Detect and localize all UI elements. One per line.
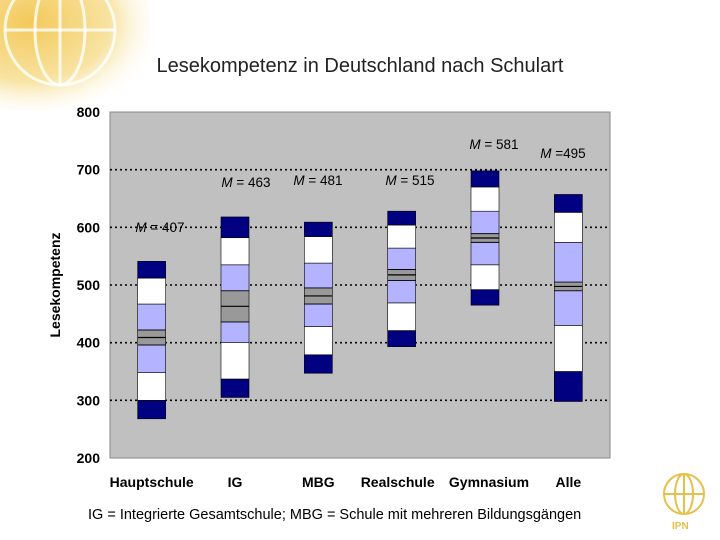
band-realschule [388, 211, 416, 347]
ci-p75-segment [304, 263, 332, 288]
p75-p90-segment [304, 237, 332, 264]
p5-p10-segment [221, 379, 249, 397]
x-tick-label-gymnasium: Gymnasium [448, 474, 530, 490]
p90-p95-segment [221, 217, 249, 238]
p10-p25-segment [304, 327, 332, 355]
y-axis-ticks [77, 104, 101, 466]
mean-label-realschule: M = 515 [385, 173, 435, 188]
p75-p90-segment [471, 187, 499, 211]
p90-p95-segment [138, 261, 166, 278]
p5-p10-segment [388, 331, 416, 347]
mean-label-gymnasium: M = 581 [469, 137, 519, 152]
p90-p95-segment [554, 194, 582, 212]
y-tick-label-700: 700 [76, 161, 100, 178]
p5-p10-segment [471, 290, 499, 306]
mean-label-mbg: M = 481 [293, 173, 343, 188]
p25-ci-segment [221, 322, 249, 343]
p75-p90-segment [554, 212, 582, 242]
p5-p10-segment [554, 372, 582, 402]
mean-label-ig: M = 463 [221, 175, 271, 190]
band-gymnasium [471, 171, 499, 305]
p10-p25-segment [221, 343, 249, 379]
p75-p90-segment [388, 225, 416, 248]
y-tick-label-300: 300 [76, 392, 100, 409]
p25-ci-segment [304, 304, 332, 326]
x-tick-label-hauptschule: Hauptschule [109, 474, 194, 490]
p90-p95-segment [471, 171, 499, 187]
p75-p90-segment [138, 278, 166, 304]
y-tick-label-500: 500 [76, 277, 100, 293]
p10-p25-segment [138, 373, 166, 401]
band-alle [554, 194, 582, 401]
p10-p25-segment [471, 265, 499, 290]
p5-p10-segment [304, 355, 332, 373]
footnote: IG = Integrierte Gesamtschule; MBG = Schule mit mehreren Bildungsgängen [88, 507, 582, 523]
ci-p75-segment [221, 265, 249, 291]
mean-label-alle: M =495 [540, 146, 586, 161]
ipn-logo-text: IPN [672, 521, 689, 532]
p25-ci-segment [554, 291, 582, 326]
p10-p25-segment [388, 303, 416, 331]
band-mbg [304, 222, 332, 373]
ci-p75-segment [388, 248, 416, 269]
mean-label-hauptschule: M = 407 [135, 220, 185, 235]
ci-p75-segment [138, 304, 166, 330]
x-tick-label-mbg: MBG [301, 474, 335, 490]
x-tick-label-realschule: Realschule [360, 474, 435, 490]
band-hauptschule [138, 261, 166, 418]
x-tick-label-ig: IG [227, 474, 243, 490]
ci-p75-segment [554, 242, 582, 282]
y-tick-label-800: 800 [76, 104, 100, 120]
y-tick-label-400: 400 [76, 334, 100, 351]
p10-p25-segment [554, 325, 582, 371]
p25-ci-segment [138, 345, 166, 373]
p90-p95-segment [304, 222, 332, 236]
p90-p95-segment [388, 211, 416, 225]
y-tick-label-200: 200 [76, 450, 100, 466]
p75-p90-segment [221, 238, 249, 265]
x-axis-ticks [110, 474, 582, 490]
p5-p10-segment [138, 400, 166, 418]
y-axis-label: Lesekompetenz [47, 232, 63, 338]
p25-ci-segment [471, 242, 499, 264]
x-tick-label-alle: Alle [555, 474, 582, 490]
ci-p75-segment [471, 211, 499, 233]
y-tick-label-600: 600 [76, 219, 100, 236]
p25-ci-segment [388, 280, 416, 302]
band-ig [221, 217, 249, 397]
slide-title: Lesekompetenz in Deutschland nach Schulart [156, 55, 564, 77]
